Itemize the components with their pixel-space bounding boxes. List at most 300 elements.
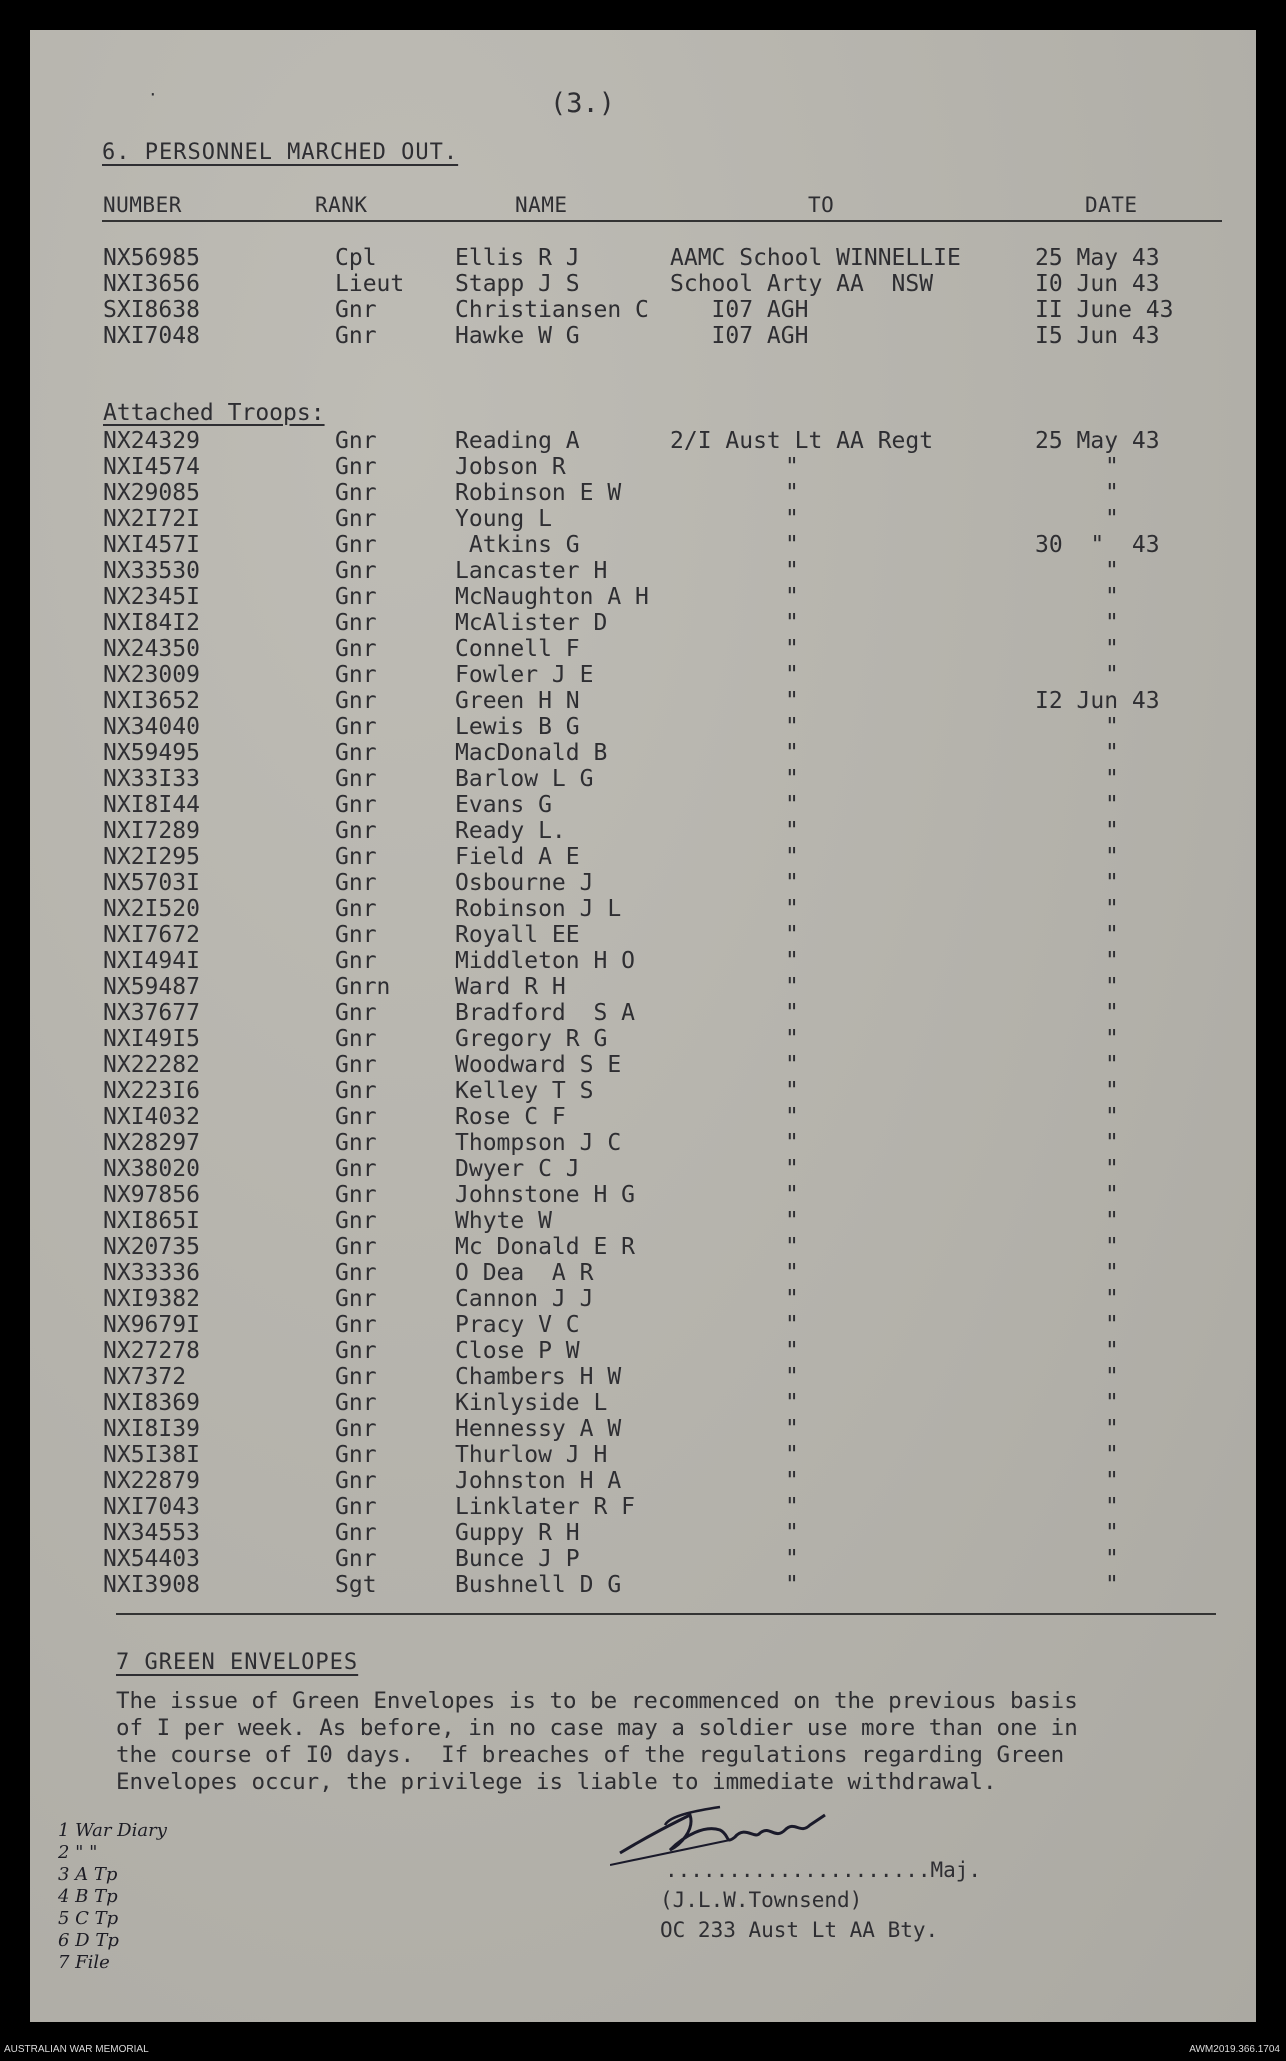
section-7-text: The issue of Green Envelopes is to be recommenced on the previous basis of I per week. As before, in no case may a soldier use more than one in the course of I0 days. If breaches of the regulations regarding Green Envelopes occur, the privilege is liable to immediate withdrawal. — [116, 1688, 1078, 1795]
cell-rank: Gnr — [335, 1364, 377, 1390]
cell-rank: Gnr — [335, 1416, 377, 1442]
cell-to: " — [785, 688, 799, 714]
cell-rank: Gnr — [335, 297, 377, 323]
cell-number: NX97856 — [103, 1182, 200, 1208]
cell-rank: Gnr — [335, 1026, 377, 1052]
cell-date: " — [1105, 1208, 1119, 1234]
cell-date: " — [1105, 1364, 1119, 1390]
cell-to: " — [785, 1182, 799, 1208]
cell-to: School Arty AA NSW — [670, 271, 934, 297]
table-row — [30, 636, 1256, 662]
cell-name: Bradford S A — [455, 1000, 636, 1026]
cell-date: " — [1105, 1416, 1119, 1442]
table-row — [30, 792, 1256, 818]
cell-number: NX5703I — [103, 870, 200, 896]
table-row — [30, 1286, 1256, 1312]
table-row — [30, 1312, 1256, 1338]
cell-name: Guppy R H — [455, 1520, 580, 1546]
cell-number: NX56985 — [103, 245, 200, 271]
cell-date: " — [1105, 506, 1119, 532]
section-6-title: 6. PERSONNEL MARCHED OUT. — [102, 140, 459, 165]
cell-name: Linklater R F — [455, 1494, 636, 1520]
cell-number: NX34040 — [103, 714, 200, 740]
cell-name: Christiansen C — [455, 297, 649, 323]
cell-number: NX2345I — [103, 584, 200, 610]
section-7-title: 7 GREEN ENVELOPES — [116, 1650, 359, 1675]
table-row — [30, 1104, 1256, 1130]
cell-number: NX24350 — [103, 636, 200, 662]
cell-rank: Gnr — [335, 1208, 377, 1234]
table-row — [30, 480, 1256, 506]
cell-rank: Gnr — [335, 1494, 377, 1520]
distribution-item: 2 " " — [58, 1842, 98, 1863]
cell-date: " — [1105, 584, 1119, 610]
col-header-name: NAME — [515, 193, 568, 217]
cell-name: Cannon J J — [455, 1286, 594, 1312]
table-row — [30, 610, 1256, 636]
cell-to: " — [785, 1000, 799, 1026]
table-row — [30, 1026, 1256, 1052]
cell-rank: Gnr — [335, 792, 377, 818]
table-row — [30, 662, 1256, 688]
cell-rank: Gnr — [335, 1104, 377, 1130]
cell-to: " — [785, 1546, 799, 1572]
cell-to: I07 AGH — [670, 323, 809, 349]
cell-date: " — [1105, 740, 1119, 766]
cell-rank: Gnr — [335, 662, 377, 688]
cell-name: Johnstone H G — [455, 1182, 636, 1208]
cell-date: " — [1105, 1520, 1119, 1546]
cell-number: NX38020 — [103, 1156, 200, 1182]
cell-date: " — [1105, 1546, 1119, 1572]
cell-name: Barlow L G — [455, 766, 594, 792]
table-row — [30, 297, 1256, 323]
table-row — [30, 454, 1256, 480]
cell-rank: Gnr — [335, 1312, 377, 1338]
cell-number: NX33336 — [103, 1260, 200, 1286]
cell-rank: Gnr — [335, 1052, 377, 1078]
cell-number: NX29085 — [103, 480, 200, 506]
cell-date: " — [1105, 1052, 1119, 1078]
cell-number: NX27278 — [103, 1338, 200, 1364]
cell-name: Reading A — [455, 428, 580, 454]
cell-rank: Gnr — [335, 1468, 377, 1494]
cell-date: " — [1105, 610, 1119, 636]
table-row — [30, 1390, 1256, 1416]
table-row — [30, 948, 1256, 974]
cell-number: NXI4574 — [103, 454, 200, 480]
table-row — [30, 740, 1256, 766]
table-row — [30, 896, 1256, 922]
cell-to: " — [785, 1390, 799, 1416]
cell-to: " — [785, 844, 799, 870]
table-row — [30, 428, 1256, 454]
table-row — [30, 506, 1256, 532]
cell-name: Connell F — [455, 636, 580, 662]
table-row — [30, 1364, 1256, 1390]
table-row — [30, 323, 1256, 349]
cell-rank: Gnr — [335, 922, 377, 948]
cell-rank: Cpl — [335, 245, 377, 271]
table-row — [30, 922, 1256, 948]
table-row — [30, 1208, 1256, 1234]
cell-number: NX59495 — [103, 740, 200, 766]
cell-name: Thurlow J H — [455, 1442, 608, 1468]
cell-name: Mc Donald E R — [455, 1234, 636, 1260]
cell-number: NX28297 — [103, 1130, 200, 1156]
cell-name: Kelley T S — [455, 1078, 594, 1104]
cell-number: NXI84I2 — [103, 610, 200, 636]
cell-date: " — [1105, 1260, 1119, 1286]
cell-date: II June 43 — [1035, 297, 1174, 323]
cell-number: NX2I72I — [103, 506, 200, 532]
cell-name: Ellis R J — [455, 245, 580, 271]
table-row — [30, 974, 1256, 1000]
header-rule — [102, 220, 1222, 222]
cell-name: Dwyer C J — [455, 1156, 580, 1182]
cell-to: " — [785, 532, 799, 558]
cell-date: " — [1105, 1000, 1119, 1026]
cell-number: NXI3908 — [103, 1572, 200, 1598]
cell-date: " — [1105, 1156, 1119, 1182]
cell-name: Atkins G — [455, 532, 580, 558]
cell-rank: Gnr — [335, 1286, 377, 1312]
cell-to: " — [785, 714, 799, 740]
cell-to: " — [785, 1494, 799, 1520]
cell-name: Bunce J P — [455, 1546, 580, 1572]
cell-rank: Gnr — [335, 532, 377, 558]
cell-number: NX59487 — [103, 974, 200, 1000]
cell-number: NXI8I44 — [103, 792, 200, 818]
table-row — [30, 584, 1256, 610]
cell-rank: Gnr — [335, 636, 377, 662]
cell-number: NXI7048 — [103, 323, 200, 349]
table-row — [30, 1416, 1256, 1442]
cell-name: Jobson R — [455, 454, 566, 480]
cell-date: " — [1105, 1130, 1119, 1156]
table-row — [30, 766, 1256, 792]
cell-date: " — [1105, 1104, 1119, 1130]
cell-date: " — [1105, 948, 1119, 974]
cell-to: AAMC School WINNELLIE — [670, 245, 961, 271]
cell-rank: Gnr — [335, 870, 377, 896]
cell-number: NXI3652 — [103, 688, 200, 714]
cell-rank: Gnr — [335, 1000, 377, 1026]
cell-name: Johnston H A — [455, 1468, 622, 1494]
cell-number: NXI865I — [103, 1208, 200, 1234]
cell-rank: Gnr — [335, 1520, 377, 1546]
cell-rank: Gnr — [335, 844, 377, 870]
cell-rank: Gnr — [335, 323, 377, 349]
cell-date: " — [1105, 1078, 1119, 1104]
cell-rank: Gnr — [335, 1260, 377, 1286]
cell-number: NX22879 — [103, 1468, 200, 1494]
table-row — [30, 1000, 1256, 1026]
cell-rank: Gnrn — [335, 974, 391, 1000]
cell-number: NX33I33 — [103, 766, 200, 792]
signatory-unit: OC 233 Aust Lt AA Bty. — [660, 1918, 939, 1942]
cell-number: NXI8I39 — [103, 1416, 200, 1442]
cell-name: Robinson J L — [455, 896, 622, 922]
cell-rank: Gnr — [335, 1442, 377, 1468]
cell-name: Ready L. — [455, 818, 566, 844]
cell-number: NX9679I — [103, 1312, 200, 1338]
cell-to: " — [785, 1468, 799, 1494]
cell-to: " — [785, 636, 799, 662]
cell-number: NX2I295 — [103, 844, 200, 870]
cell-number: NX33530 — [103, 558, 200, 584]
distribution-item: 1 War Diary — [58, 1820, 167, 1841]
cell-name: Lewis B G — [455, 714, 580, 740]
cell-number: NX34553 — [103, 1520, 200, 1546]
cell-to: " — [785, 1078, 799, 1104]
cell-rank: Gnr — [335, 1546, 377, 1572]
cell-date: " — [1105, 1026, 1119, 1052]
cell-to: " — [785, 480, 799, 506]
cell-name: Hennessy A W — [455, 1416, 622, 1442]
cell-date: " — [1105, 766, 1119, 792]
cell-name: Pracy V C — [455, 1312, 580, 1338]
cell-to: " — [785, 584, 799, 610]
col-header-number: NUMBER — [103, 193, 182, 217]
signatory-name: (J.L.W.Townsend) — [660, 1888, 863, 1912]
cell-to: " — [785, 948, 799, 974]
cell-name: Thompson J C — [455, 1130, 622, 1156]
cell-rank: Gnr — [335, 1156, 377, 1182]
cell-rank: Gnr — [335, 714, 377, 740]
col-header-rank: RANK — [315, 193, 368, 217]
cell-to: " — [785, 766, 799, 792]
ink-mark: · — [148, 85, 158, 104]
cell-date: " — [1105, 714, 1119, 740]
cell-rank: Gnr — [335, 480, 377, 506]
table-row — [30, 1494, 1256, 1520]
footer-accession: AWM2019.366.1704 — [1189, 2044, 1280, 2055]
cell-name: Young L — [455, 506, 552, 532]
section-rule — [116, 1613, 1216, 1615]
cell-to: " — [785, 974, 799, 1000]
cell-name: Close P W — [455, 1338, 580, 1364]
cell-number: NX7372 — [103, 1364, 187, 1390]
cell-rank: Gnr — [335, 1338, 377, 1364]
cell-name: Osbourne J — [455, 870, 594, 896]
cell-name: McAlister D — [455, 610, 608, 636]
cell-date: I0 Jun 43 — [1035, 271, 1160, 297]
cell-rank: Gnr — [335, 688, 377, 714]
cell-number: NXI4032 — [103, 1104, 200, 1130]
cell-rank: Gnr — [335, 1078, 377, 1104]
cell-to: 2/I Aust Lt AA Regt — [670, 428, 934, 454]
cell-date: " — [1105, 1572, 1119, 1598]
cell-number: NX37677 — [103, 1000, 200, 1026]
cell-number: NX22282 — [103, 1052, 200, 1078]
cell-to: " — [785, 1026, 799, 1052]
cell-name: Whyte W — [455, 1208, 552, 1234]
cell-date: " — [1105, 1286, 1119, 1312]
page-number: (3.) — [550, 88, 616, 119]
cell-name: Woodward S E — [455, 1052, 622, 1078]
cell-date: 30 " 43 — [1035, 532, 1160, 558]
cell-date: I5 Jun 43 — [1035, 323, 1160, 349]
table-row — [30, 1338, 1256, 1364]
table-row — [30, 1520, 1256, 1546]
cell-rank: Gnr — [335, 558, 377, 584]
table-row — [30, 870, 1256, 896]
cell-name: Field A E — [455, 844, 580, 870]
cell-date: " — [1105, 818, 1119, 844]
cell-number: NXI457I — [103, 532, 200, 558]
cell-name: Hawke W G — [455, 323, 580, 349]
cell-number: NX24329 — [103, 428, 200, 454]
cell-rank: Gnr — [335, 454, 377, 480]
cell-to: " — [785, 922, 799, 948]
cell-name: Ward R H — [455, 974, 566, 1000]
cell-rank: Gnr — [335, 948, 377, 974]
table-row — [30, 844, 1256, 870]
cell-name: Stapp J S — [455, 271, 580, 297]
distribution-item: 7 File — [58, 1952, 110, 1973]
cell-to: " — [785, 1130, 799, 1156]
cell-date: 25 May 43 — [1035, 245, 1160, 271]
cell-number: SXI8638 — [103, 297, 200, 323]
table-row — [30, 1052, 1256, 1078]
cell-date: " — [1105, 1338, 1119, 1364]
distribution-item: 3 A Tp — [58, 1864, 118, 1885]
table-row — [30, 1130, 1256, 1156]
cell-to: " — [785, 1338, 799, 1364]
cell-rank: Gnr — [335, 1182, 377, 1208]
cell-date: " — [1105, 1390, 1119, 1416]
cell-rank: Gnr — [335, 896, 377, 922]
distribution-list — [58, 1820, 167, 1974]
table-row — [30, 1572, 1256, 1598]
cell-date: " — [1105, 1494, 1119, 1520]
cell-name: Robinson E W — [455, 480, 622, 506]
table-row — [30, 818, 1256, 844]
cell-date: " — [1105, 558, 1119, 584]
cell-to: " — [785, 1156, 799, 1182]
cell-number: NX5I38I — [103, 1442, 200, 1468]
cell-to: " — [785, 1286, 799, 1312]
cell-rank: Gnr — [335, 610, 377, 636]
cell-number: NXI9382 — [103, 1286, 200, 1312]
cell-rank: Gnr — [335, 584, 377, 610]
distribution-item: 5 C Tp — [58, 1908, 119, 1929]
table-row — [30, 1260, 1256, 1286]
col-header-date: DATE — [1085, 193, 1138, 217]
cell-date: " — [1105, 480, 1119, 506]
cell-rank: Gnr — [335, 1234, 377, 1260]
cell-name: Royall EE — [455, 922, 580, 948]
attached-troops-title: Attached Troops: — [103, 400, 325, 426]
table-row — [30, 558, 1256, 584]
cell-to: " — [785, 1364, 799, 1390]
table-row — [30, 1546, 1256, 1572]
cell-name: Middleton H O — [455, 948, 636, 974]
cell-date: " — [1105, 1442, 1119, 1468]
table-row — [30, 245, 1256, 271]
cell-to: " — [785, 1260, 799, 1286]
cell-date: " — [1105, 636, 1119, 662]
cell-to: " — [785, 1234, 799, 1260]
cell-number: NXI7043 — [103, 1494, 200, 1520]
cell-date: " — [1105, 662, 1119, 688]
cell-to: " — [785, 1052, 799, 1078]
cell-to: " — [785, 1416, 799, 1442]
cell-number: NX223I6 — [103, 1078, 200, 1104]
cell-date: " — [1105, 1312, 1119, 1338]
table-row — [30, 1468, 1256, 1494]
cell-rank: Gnr — [335, 818, 377, 844]
cell-to: " — [785, 870, 799, 896]
cell-rank: Gnr — [335, 740, 377, 766]
cell-name: Rose C F — [455, 1104, 566, 1130]
table-row — [30, 532, 1256, 558]
cell-number: NXI3656 — [103, 271, 200, 297]
cell-name: McNaughton A H — [455, 584, 649, 610]
cell-rank: Sgt — [335, 1572, 377, 1598]
cell-name: Gregory R G — [455, 1026, 608, 1052]
cell-date: " — [1105, 896, 1119, 922]
cell-rank: Gnr — [335, 506, 377, 532]
cell-to: " — [785, 1520, 799, 1546]
distribution-item: 4 B Tp — [58, 1886, 118, 1907]
cell-date: " — [1105, 1234, 1119, 1260]
cell-date: I2 Jun 43 — [1035, 688, 1160, 714]
cell-to: I07 AGH — [670, 297, 809, 323]
cell-to: " — [785, 792, 799, 818]
cell-date: " — [1105, 1468, 1119, 1494]
cell-rank: Gnr — [335, 428, 377, 454]
cell-rank: Gnr — [335, 1390, 377, 1416]
cell-number: NXI494I — [103, 948, 200, 974]
cell-name: Kinlyside L — [455, 1390, 608, 1416]
cell-to: " — [785, 558, 799, 584]
cell-date: " — [1105, 922, 1119, 948]
cell-number: NXI7672 — [103, 922, 200, 948]
cell-number: NX23009 — [103, 662, 200, 688]
cell-to: " — [785, 1312, 799, 1338]
signature-line: .....................Maj. — [665, 1858, 982, 1882]
cell-name: MacDonald B — [455, 740, 608, 766]
cell-date: " — [1105, 974, 1119, 1000]
distribution-item: 6 D Tp — [58, 1930, 119, 1951]
cell-name: O Dea A R — [455, 1260, 594, 1286]
cell-number: NX2I520 — [103, 896, 200, 922]
cell-name: Green H N — [455, 688, 580, 714]
cell-number: NXI7289 — [103, 818, 200, 844]
cell-date: " — [1105, 870, 1119, 896]
cell-number: NXI8369 — [103, 1390, 200, 1416]
cell-date: 25 May 43 — [1035, 428, 1160, 454]
cell-to: " — [785, 662, 799, 688]
cell-name: Lancaster H — [455, 558, 608, 584]
document-sheet — [30, 30, 1256, 2022]
cell-to: " — [785, 454, 799, 480]
table-row — [30, 1156, 1256, 1182]
table-row — [30, 1078, 1256, 1104]
table-row — [30, 714, 1256, 740]
col-header-to: TO — [808, 193, 835, 217]
table-row — [30, 1234, 1256, 1260]
cell-to: " — [785, 896, 799, 922]
table-row — [30, 271, 1256, 297]
table-row — [30, 1442, 1256, 1468]
cell-to: " — [785, 506, 799, 532]
cell-to: " — [785, 1442, 799, 1468]
cell-rank: Lieut — [335, 271, 405, 297]
cell-rank: Gnr — [335, 766, 377, 792]
